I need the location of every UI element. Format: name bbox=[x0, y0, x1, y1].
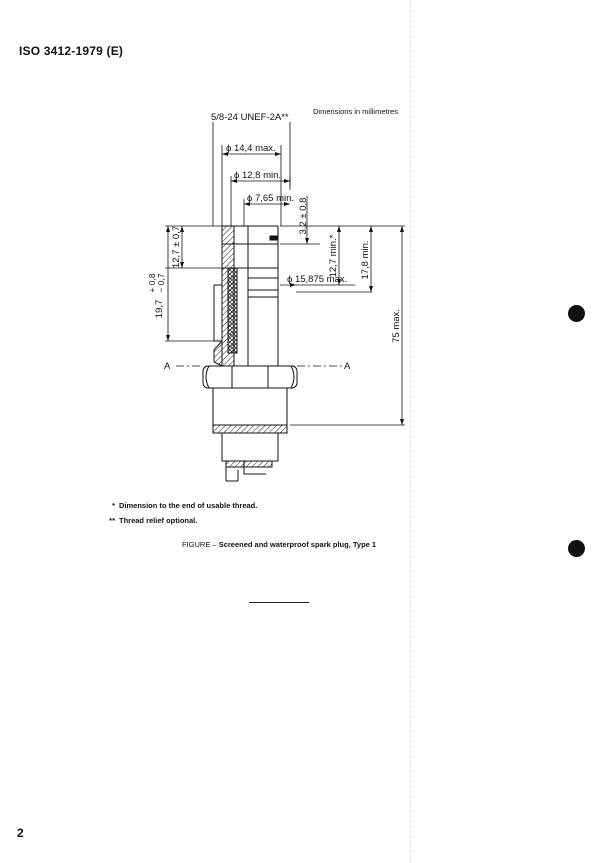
diameter-15-875-label: ϕ 15,875 max. bbox=[287, 274, 348, 285]
footnote-thread-relief bbox=[97, 516, 197, 525]
document-header: ISO 3412-1979 (E) bbox=[19, 44, 124, 58]
caption-prefix: FIGURE – bbox=[182, 540, 219, 549]
length-17-8-label: 17,8 min. bbox=[360, 240, 371, 280]
footnote-usable-thread bbox=[97, 501, 257, 510]
right-dimension-lines bbox=[307, 196, 402, 425]
length-19-7-lower-tol: − 0,7 bbox=[156, 273, 166, 293]
length-19-7-label: 19,7 bbox=[154, 299, 165, 319]
page-number: 2 bbox=[17, 826, 24, 840]
length-75-label: 75 max. bbox=[391, 309, 402, 343]
plug-lower bbox=[213, 388, 287, 481]
end-rule bbox=[249, 602, 309, 603]
footnote-text: Thread relief optional. bbox=[119, 516, 198, 525]
hex-nut bbox=[203, 366, 297, 388]
punch-hole-bottom bbox=[568, 540, 585, 557]
punch-hole-top bbox=[568, 305, 585, 322]
length-12-7-tol-label: 12,7 ± 0,7 bbox=[171, 225, 182, 269]
thread-spec-label: 5/8-24 UNEF-2A** bbox=[211, 112, 289, 123]
figure-caption bbox=[182, 540, 376, 549]
insulator-section-hatch bbox=[228, 268, 237, 353]
caption-title: Screened and waterproof spark plug, Type 1 bbox=[218, 540, 377, 549]
section-label-left: A bbox=[164, 361, 171, 372]
units-note: Dimensions in millimetres bbox=[313, 107, 399, 116]
footnote-mark: ** bbox=[109, 516, 115, 525]
diameter-7-65-label: ϕ 7,65 min. bbox=[247, 193, 295, 204]
length-12-7-min-label: 12,7 min.* bbox=[328, 234, 339, 278]
footnote-mark: * bbox=[112, 501, 115, 510]
diameter-14-4-label: ϕ 14,4 max. bbox=[226, 143, 276, 154]
footnote-text: Dimension to the end of usable thread. bbox=[119, 501, 258, 510]
diameter-12-8-label: ϕ 12,8 min. bbox=[234, 170, 282, 181]
length-3-2-label: 3,2 ± 0,8 bbox=[298, 197, 309, 235]
plug-body bbox=[214, 226, 278, 366]
section-label-right: A bbox=[344, 361, 351, 372]
length-19-7-upper-tol: + 0,8 bbox=[147, 273, 157, 293]
